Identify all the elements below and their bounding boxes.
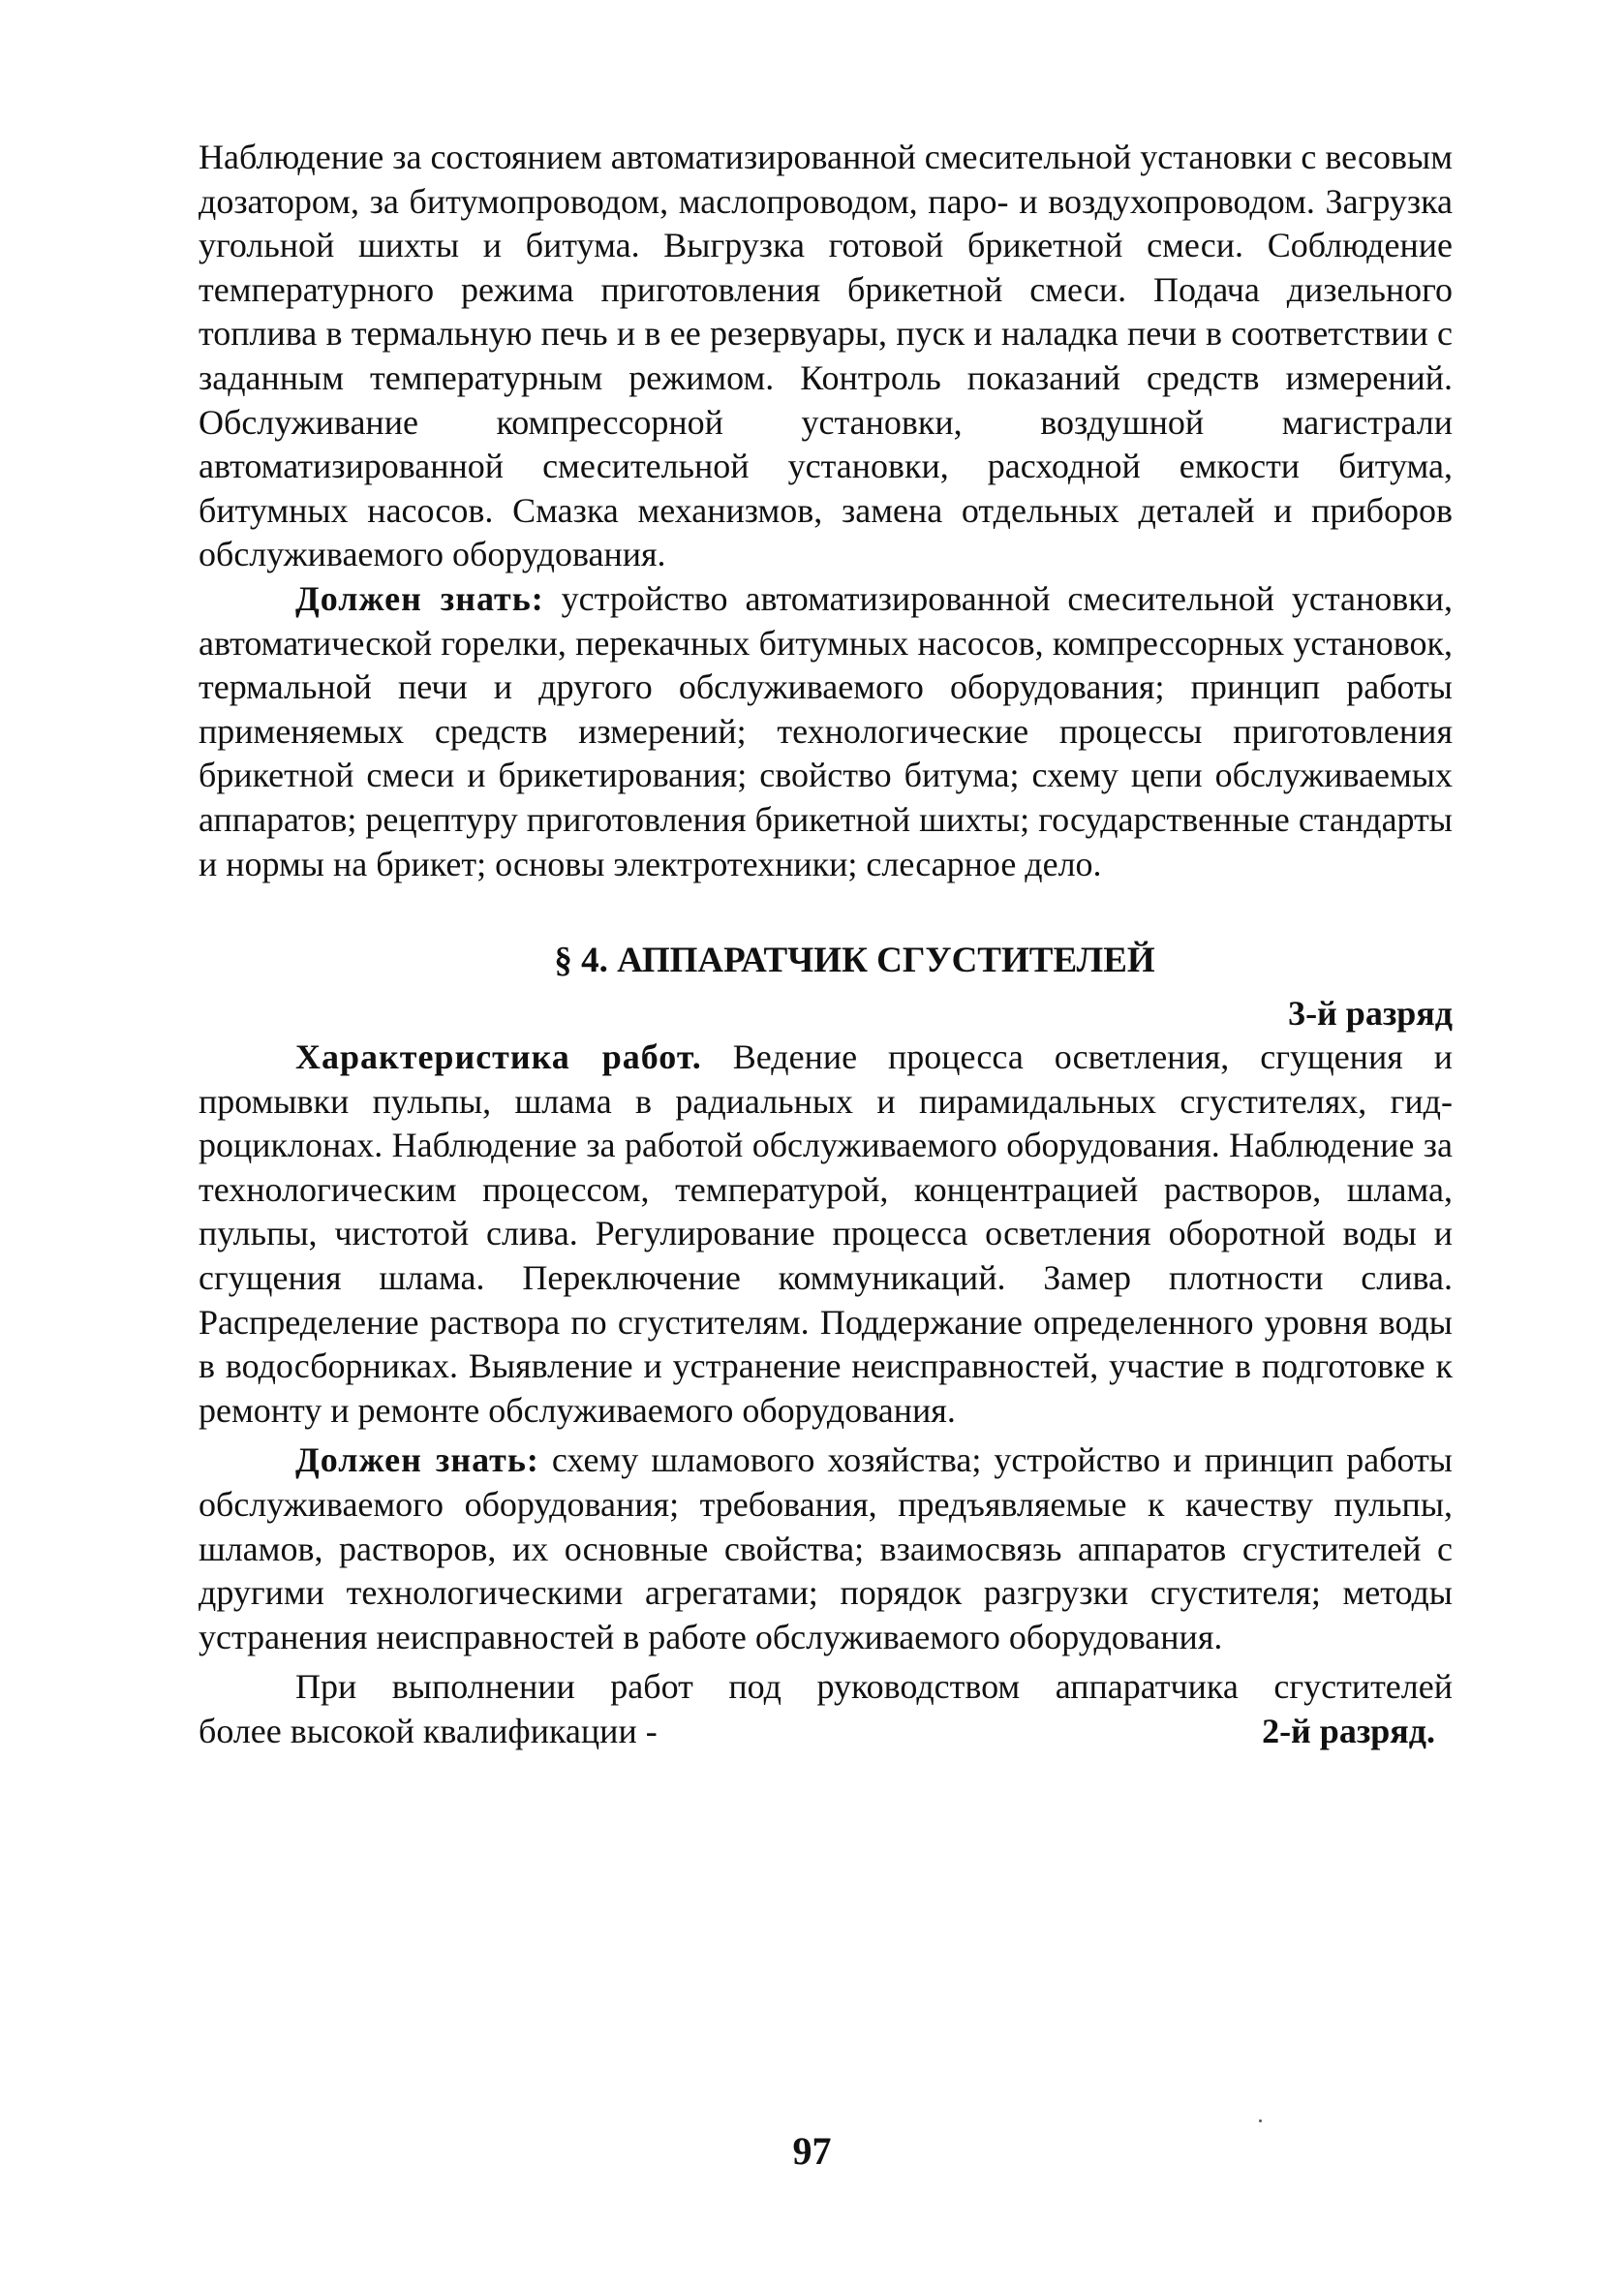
knowledge-text-2: схему шламового хозяйства; устройство и принцип работы обслуживаемого оборудования; требования, предъявляемые к качеству пульпы, шламов, растворов, их основные свойства; взаимосвязь аппаратов сгустителей с другими технологическими агрегатами; порядок разгрузки сгустителя; методы устранения неисправностей в работе обслуживаемого оборудования. <box>199 1440 1453 1656</box>
final-line-2 <box>199 1710 1453 1754</box>
knowledge-lead-2: Должен знать: <box>295 1440 539 1480</box>
scan-speck <box>1259 2119 1262 2122</box>
paragraph-final-line-1: При выполнении работ под руководством аппаратчика сгустителей <box>295 1667 1453 1707</box>
final-line-2-left: более высокой квалификации - <box>199 1712 658 1750</box>
paragraph-duties-continued: Наблюдение за состоянием автоматизированной смесительной установки с весовым дозатором, за битумопроводом, маслопроводом, паро- и воздухопроводом. Загрузка угольной шихты и битума. Выгрузка готовой брикетной смеси. Соблюдение температурного режима приготовления брикетной смеси. Подача дизельного топлива в термальную печь и в ее резервуары, пуск и наладка печи в соответствии с заданным температурным режимом. Контроль показаний средств измерений. Обслуживание компрессорной установки, воздушной магистрали автоматизированной смесительной установки, расходной емкости битума, битумных насосов. Смазка механизмов, замена отдельных деталей и приборов обслуживаемого оборудования. <box>199 138 1453 574</box>
page-number: 97 <box>792 2129 832 2173</box>
section-title: § 4. АППАРАТЧИК СГУСТИТЕЛЕЙ <box>554 941 1155 981</box>
paragraph-knowledge-2 <box>199 1438 1453 1659</box>
characteristics-text: Ведение процесса осветления, сгущения и промывки пульпы, шлама в радиальных и пирамидальных сгустителях, гидроциклонах. Наблюдение за работой обслуживаемого оборудования. Наблюдение за технологическим процессом, температурой, концентрацией растворов, шлама, пульпы, чистотой слива. Регулирование процесса осветления оборотной воды и сгущения шлама. Переключение коммуникаций. Замер плотности слива. Распределение раствора по сгустителям. Поддержание определенного уровня воды в водосборниках. Выявление и устранение неисправностей, участие в подготовке к ремонту и ремонте обслуживаемого оборудования. <box>199 1037 1453 1430</box>
final-grade: 2-й разряд. <box>1262 1712 1435 1750</box>
page-body <box>199 136 1453 1754</box>
paragraph-characteristics <box>199 1036 1453 1433</box>
knowledge-text: устройство автоматизированной смесительной установки, автоматической горелки, перекачных битумных насосов, компрессорных установок, термальной печи и другого обслуживаемого оборудования; принцип работы применяемых средств измерений; технологические процессы приготовления брикетной смеси и брикетирования; свойство битума; схему цепи обслуживаемых аппаратов; рецептуру приготовления брикетной шихты; государственные стандарты и нормы на брикет; основы электротехники; слесарное дело. <box>199 578 1453 883</box>
knowledge-lead: Должен знать: <box>295 578 544 618</box>
paragraph-knowledge-1 <box>199 577 1453 886</box>
grade-label: 3-й разряд <box>1288 994 1453 1034</box>
characteristics-lead: Характеристика работ. <box>295 1037 702 1077</box>
